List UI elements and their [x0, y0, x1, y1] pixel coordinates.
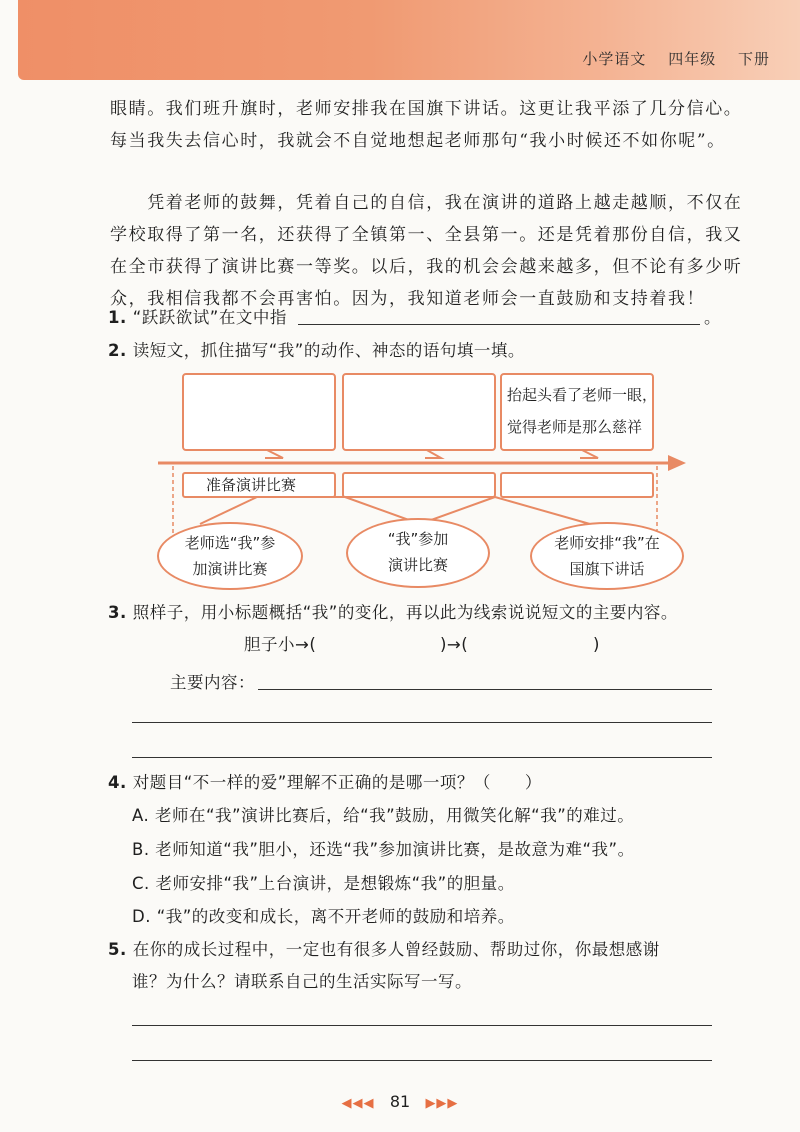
right-arrows-icon: ▶▶▶	[425, 1096, 459, 1111]
chain-mid: )→(	[440, 635, 469, 654]
subject-label: 小学语文	[582, 50, 647, 68]
page-number: 81	[389, 1092, 411, 1111]
top-box-1[interactable]	[182, 373, 336, 451]
passage-line: 眼睛。我们班升旗时，老师安排我在国旗下讲话。这更让我平添了几分信心。	[110, 99, 743, 119]
passage-line: 众，我相信我都不会再害怕。因为，我知道老师会一直鼓励和支持着我！	[110, 289, 706, 309]
answer-line[interactable]	[258, 689, 712, 690]
passage-line: 凭着老师的鼓舞，凭着自己的自信，我在演讲的道路上越走越顺，不仅在	[110, 193, 743, 213]
chain-end: )	[593, 635, 600, 654]
question-4	[108, 770, 542, 796]
question-5	[108, 937, 660, 963]
top-box-2[interactable]	[342, 373, 496, 451]
ellipse-2-line1: “我”参加	[387, 530, 449, 548]
ellipse-3-line2: 国旗下讲话	[569, 560, 645, 578]
answer-line[interactable]	[132, 722, 712, 723]
left-arrows-icon: ◀◀◀	[341, 1096, 375, 1111]
grade-label: 四年级	[668, 50, 717, 68]
answer-line[interactable]	[132, 1025, 712, 1026]
mid-box-3[interactable]	[500, 472, 654, 498]
option-a[interactable]: A. 老师在“我”演讲比赛后，给“我”鼓励，用微笑化解“我”的难过。	[132, 806, 635, 825]
passage-line: 在全市获得了演讲比赛一等奖。以后，我的机会会越来越多，但不论有多少听	[110, 257, 743, 277]
question-text: 在你的成长过程中，一定也有很多人曾经鼓励、帮助过你，你最想感谢	[132, 940, 660, 959]
volume-label: 下册	[737, 50, 770, 68]
question-text: 对题目“不一样的爱”理解不正确的是哪一项？（ ）	[132, 773, 542, 792]
question-text: “跃跃欲试”在文中指	[132, 308, 287, 327]
ellipse-1	[157, 522, 303, 590]
question-number: 1.	[108, 308, 127, 327]
ellipse-1-line2: 加演讲比赛	[192, 560, 268, 578]
chain-start: 胆子小→(	[244, 635, 317, 654]
page-footer	[0, 1092, 800, 1111]
main-content-label: 主要内容：	[170, 673, 255, 692]
option-c[interactable]: C. 老师安排“我”上台演讲，是想锻炼“我”的胆量。	[132, 874, 515, 893]
ellipse-2-line2: 演讲比赛	[387, 556, 448, 574]
mid-box-2[interactable]	[342, 472, 496, 498]
question-number: 4.	[108, 773, 127, 792]
question-3	[108, 600, 678, 626]
ellipse-2	[346, 518, 490, 588]
top-box-3-line1: 抬起头看了老师一眼，	[507, 386, 658, 404]
question-number: 2.	[108, 341, 127, 360]
ellipse-3	[530, 522, 684, 590]
question-text: 读短文，抓住描写“我”的动作、神态的语句填一填。	[132, 341, 525, 360]
answer-line[interactable]	[132, 1060, 712, 1061]
passage-line: 学校取得了第一名，还获得了全镇第一、全县第一。还是凭着那份自信，我又	[110, 225, 743, 245]
question-text: 照样子，用小标题概括“我”的变化，再以此为线索说说短文的主要内容。	[132, 603, 678, 622]
top-box-3-line2: 觉得老师是那么慈祥	[507, 418, 643, 436]
q1-period: 。	[704, 308, 721, 327]
question-number: 5.	[108, 940, 127, 959]
question-5-line2: 谁？为什么？请联系自己的生活实际写一写。	[132, 972, 472, 991]
question-number: 3.	[108, 603, 127, 622]
mid-box-1-text: 准备演讲比赛	[206, 476, 297, 494]
option-d[interactable]: D. “我”的改变和成长，离不开老师的鼓励和培养。	[132, 907, 515, 926]
passage-line: 每当我失去信心时，我就会不自觉地想起老师那句“我小时候还不如你呢”。	[110, 131, 726, 151]
answer-line[interactable]	[132, 757, 712, 758]
ellipse-1-line1: 老师选“我”参	[184, 534, 276, 552]
ellipse-3-line1: 老师安排“我”在	[554, 534, 660, 552]
option-b[interactable]: B. 老师知道“我”胆小，还选“我”参加演讲比赛，是故意为难“我”。	[132, 840, 635, 859]
